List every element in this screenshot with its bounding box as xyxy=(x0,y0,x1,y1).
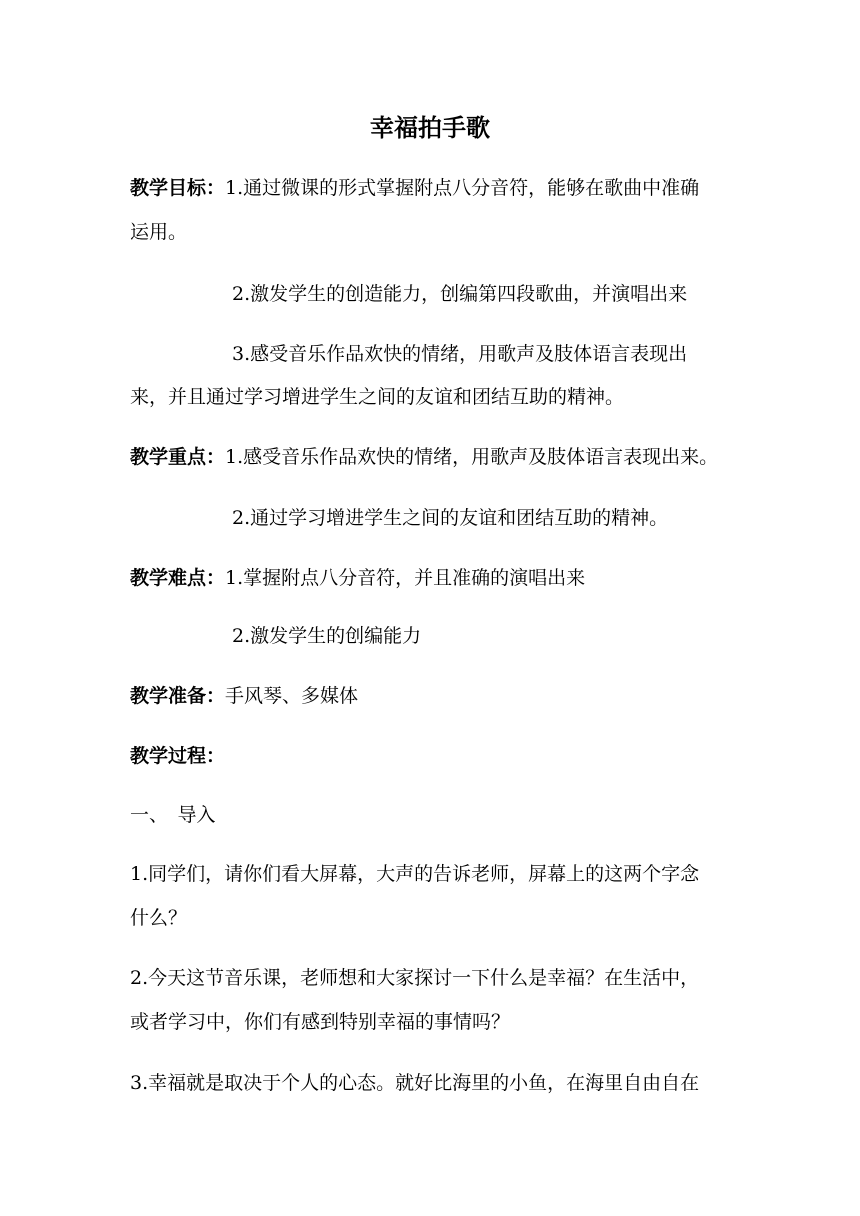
preparation-label: 教学准备： xyxy=(130,685,226,707)
preparation-value: 手风琴、多媒体 xyxy=(225,685,359,707)
section-1-heading: 一、 导入 xyxy=(130,804,216,826)
key-points-line-1 xyxy=(130,443,718,471)
document-title: 幸福拍手歌 xyxy=(370,114,490,142)
process-label: 教学过程： xyxy=(130,745,226,767)
paragraph-1-line-1: 1.同学们，请你们看大屏幕，大声的告诉老师，屏幕上的这两个字念 xyxy=(130,863,700,885)
preparation-line xyxy=(130,682,358,710)
difficulty-item-2: 2.激发学生的创编能力 xyxy=(232,625,422,647)
objectives-line-1 xyxy=(130,174,699,202)
objective-item-3-line-1: 3.感受音乐作品欢快的情绪，用歌声及肢体语言表现出 xyxy=(232,343,688,365)
paragraph-3-line-1: 3.幸福就是取决于个人的心态。就好比海里的小鱼，在海里自由自在 xyxy=(130,1072,700,1094)
objectives-label: 教学目标： xyxy=(130,177,226,199)
key-point-item-1: 1.感受音乐作品欢快的情绪，用歌声及肢体语言表现出来。 xyxy=(225,446,719,468)
objective-item-3-line-2: 来，并且通过学习增进学生之间的友谊和团结互助的精神。 xyxy=(130,386,625,408)
difficulties-label: 教学难点： xyxy=(130,567,226,589)
paragraph-2-line-2: 或者学习中，你们有感到特别幸福的事情吗？ xyxy=(130,1011,511,1033)
objective-item-2: 2.激发学生的创造能力，创编第四段歌曲，并演唱出来 xyxy=(232,283,688,305)
key-points-label: 教学重点： xyxy=(130,446,226,468)
key-point-item-2: 2.通过学习增进学生之间的友谊和团结互助的精神。 xyxy=(232,507,669,529)
paragraph-2-line-1: 2.今天这节音乐课，老师想和大家探讨一下什么是幸福？在生活中， xyxy=(130,967,700,989)
objective-item-1-line-2: 运用。 xyxy=(130,221,188,243)
objective-item-1-line-1: 1.通过微课的形式掌握附点八分音符，能够在歌曲中准确 xyxy=(225,177,700,199)
difficulties-line-1 xyxy=(130,564,585,592)
difficulty-item-1: 1.掌握附点八分音符，并且准确的演唱出来 xyxy=(225,567,586,589)
paragraph-1-line-2: 什么？ xyxy=(130,907,188,929)
